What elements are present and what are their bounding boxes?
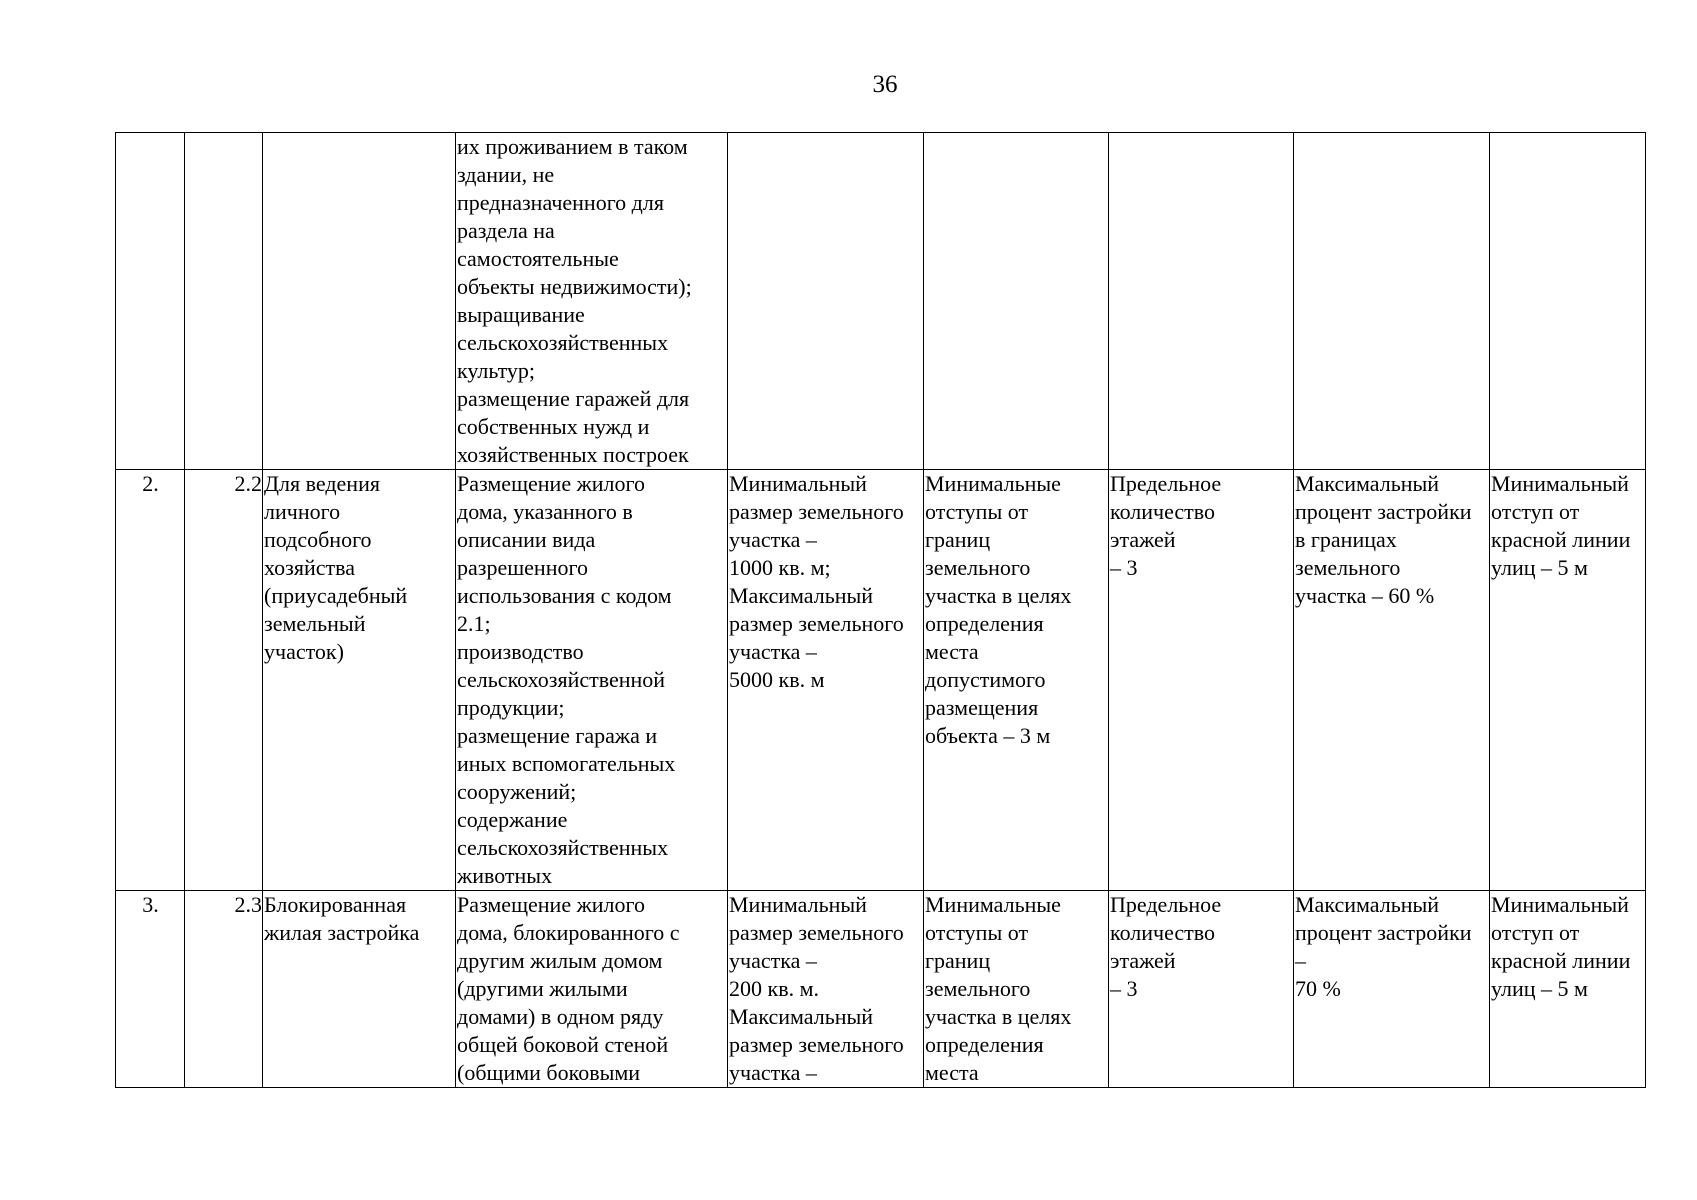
plot-size-cell: Минимальный размер земельного участка – 1000 кв. м; Максимальный размер земельного участка – 5000 кв. м: [728, 470, 924, 891]
land-use-table: [115, 132, 1646, 1088]
use-name-cell: [263, 133, 456, 470]
red-line-cell: Минимальный отступ от красной линии улиц – 5 м: [1490, 891, 1646, 1088]
code-cell: 2.2: [185, 470, 263, 891]
table-row: [116, 133, 1646, 470]
use-name-cell: Для ведения личного подсобного хозяйства (приусадебный земельный участок): [263, 470, 456, 891]
red-line-cell: [1490, 133, 1646, 470]
floors-cell: [1109, 133, 1294, 470]
setbacks-cell: Минимальные отступы от границ земельного участка в целях определения места допустимого размещения объекта – 3 м: [924, 470, 1109, 891]
row-number-cell: [116, 133, 185, 470]
description-cell: их проживанием в таком здании, не предназначенного для раздела на самостоятельные объекты недвижимости); выращивание сельскохозяйственных культур; размещение гаражей для собственных нужд и хозяйственных построек: [456, 133, 728, 470]
code-cell: 2.3: [185, 891, 263, 1088]
row-number-cell: 3.: [116, 891, 185, 1088]
description-cell: Размещение жилого дома, блокированного с другим жилым домом (другими жилыми домами) в одном ряду общей боковой стеной (общими боковыми: [456, 891, 728, 1088]
row-number-cell: 2.: [116, 470, 185, 891]
coverage-cell: Максимальный процент застройки – 70 %: [1294, 891, 1490, 1088]
red-line-cell: Минимальный отступ от красной линии улиц – 5 м: [1490, 470, 1646, 891]
setbacks-cell: Минимальные отступы от границ земельного участка в целях определения места: [924, 891, 1109, 1088]
coverage-cell: [1294, 133, 1490, 470]
coverage-cell: Максимальный процент застройки в границах земельного участка – 60 %: [1294, 470, 1490, 891]
code-cell: [185, 133, 263, 470]
page-number: 36: [872, 71, 898, 98]
description-cell: Размещение жилого дома, указанного в описании вида разрешенного использования с кодом 2.1; производство сельскохозяйственной продукции; размещение гаража и иных вспомогательных сооружений; содержание сельскохозяйственных животных: [456, 470, 728, 891]
plot-size-cell: [728, 133, 924, 470]
setbacks-cell: [924, 133, 1109, 470]
floors-cell: Предельное количество этажей – 3: [1109, 470, 1294, 891]
table-row: [116, 470, 1646, 891]
use-name-cell: Блокированная жилая застройка: [263, 891, 456, 1088]
table-row: [116, 891, 1646, 1088]
floors-cell: Предельное количество этажей – 3: [1109, 891, 1294, 1088]
plot-size-cell: Минимальный размер земельного участка – 200 кв. м. Максимальный размер земельного участка –: [728, 891, 924, 1088]
